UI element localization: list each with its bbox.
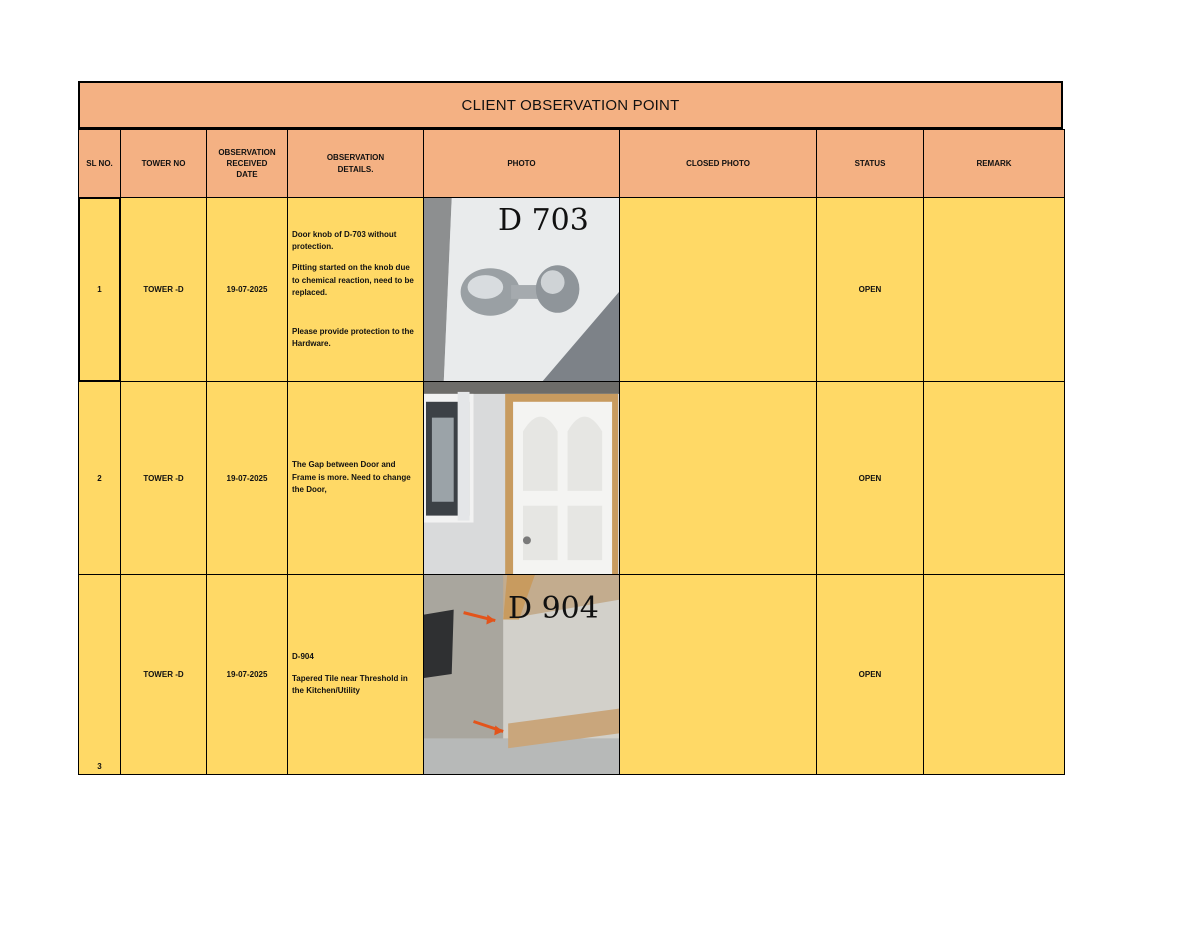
- col-header-details: OBSERVATION DETAILS.: [287, 129, 424, 198]
- row3-details: [287, 574, 424, 775]
- row1-tower: TOWER -D: [120, 197, 207, 382]
- col-header-remark: REMARK: [923, 129, 1065, 198]
- row3-photo-caption: D 904: [508, 591, 599, 626]
- row1-details: [287, 197, 424, 382]
- row1-detail-line: Please provide protection to the Hardware.: [292, 326, 414, 348]
- row1-sl: 1: [78, 197, 121, 382]
- col-header-closed-photo: CLOSED PHOTO: [619, 129, 817, 198]
- observation-sheet: [78, 81, 1066, 775]
- col-header-date: OBSERVATION RECEIVED DATE: [206, 129, 288, 198]
- row2-tower: TOWER -D: [120, 381, 207, 575]
- row3-tower: TOWER -D: [120, 574, 207, 775]
- row3-closed-photo[interactable]: [619, 574, 817, 775]
- col-header-photo: PHOTO: [423, 129, 620, 198]
- row2-detail-line: The Gap between Door and Frame is more. Need to change the Door,: [292, 460, 411, 495]
- row1-status: OPEN: [816, 197, 924, 382]
- col-header-status: STATUS: [816, 129, 924, 198]
- row1-detail-line: Door knob of D-703 without protection.: [292, 229, 397, 252]
- row2-remark: [923, 381, 1065, 575]
- row1-date: 19-07-2025: [206, 197, 288, 382]
- row3-detail-line: Tapered Tile near Threshold in the Kitchen/Utility: [292, 673, 408, 696]
- row3-remark: [923, 574, 1065, 775]
- row2-date: 19-07-2025: [206, 381, 288, 575]
- row3-detail-line: D-904: [292, 652, 314, 662]
- row1-closed-photo[interactable]: [619, 197, 817, 382]
- row1-detail-line: Pitting started on the knob due to chemical reaction, need to be replaced.: [292, 263, 414, 298]
- door-frame-photo-image: [424, 382, 619, 574]
- row2-sl: 2: [78, 381, 121, 575]
- row2-closed-photo[interactable]: [619, 381, 817, 575]
- row2-photo[interactable]: [423, 381, 620, 575]
- row1-photo-caption: D 703: [498, 203, 589, 238]
- col-header-tower: TOWER NO: [120, 129, 207, 198]
- row3-sl: 3: [78, 574, 121, 775]
- col-header-sl: SL NO.: [78, 129, 121, 198]
- row2-status: OPEN: [816, 381, 924, 575]
- row3-status: OPEN: [816, 574, 924, 775]
- row3-date: 19-07-2025: [206, 574, 288, 775]
- sheet-title: CLIENT OBSERVATION POINT: [78, 81, 1063, 129]
- row1-remark: [923, 197, 1065, 382]
- row2-details: [287, 381, 424, 575]
